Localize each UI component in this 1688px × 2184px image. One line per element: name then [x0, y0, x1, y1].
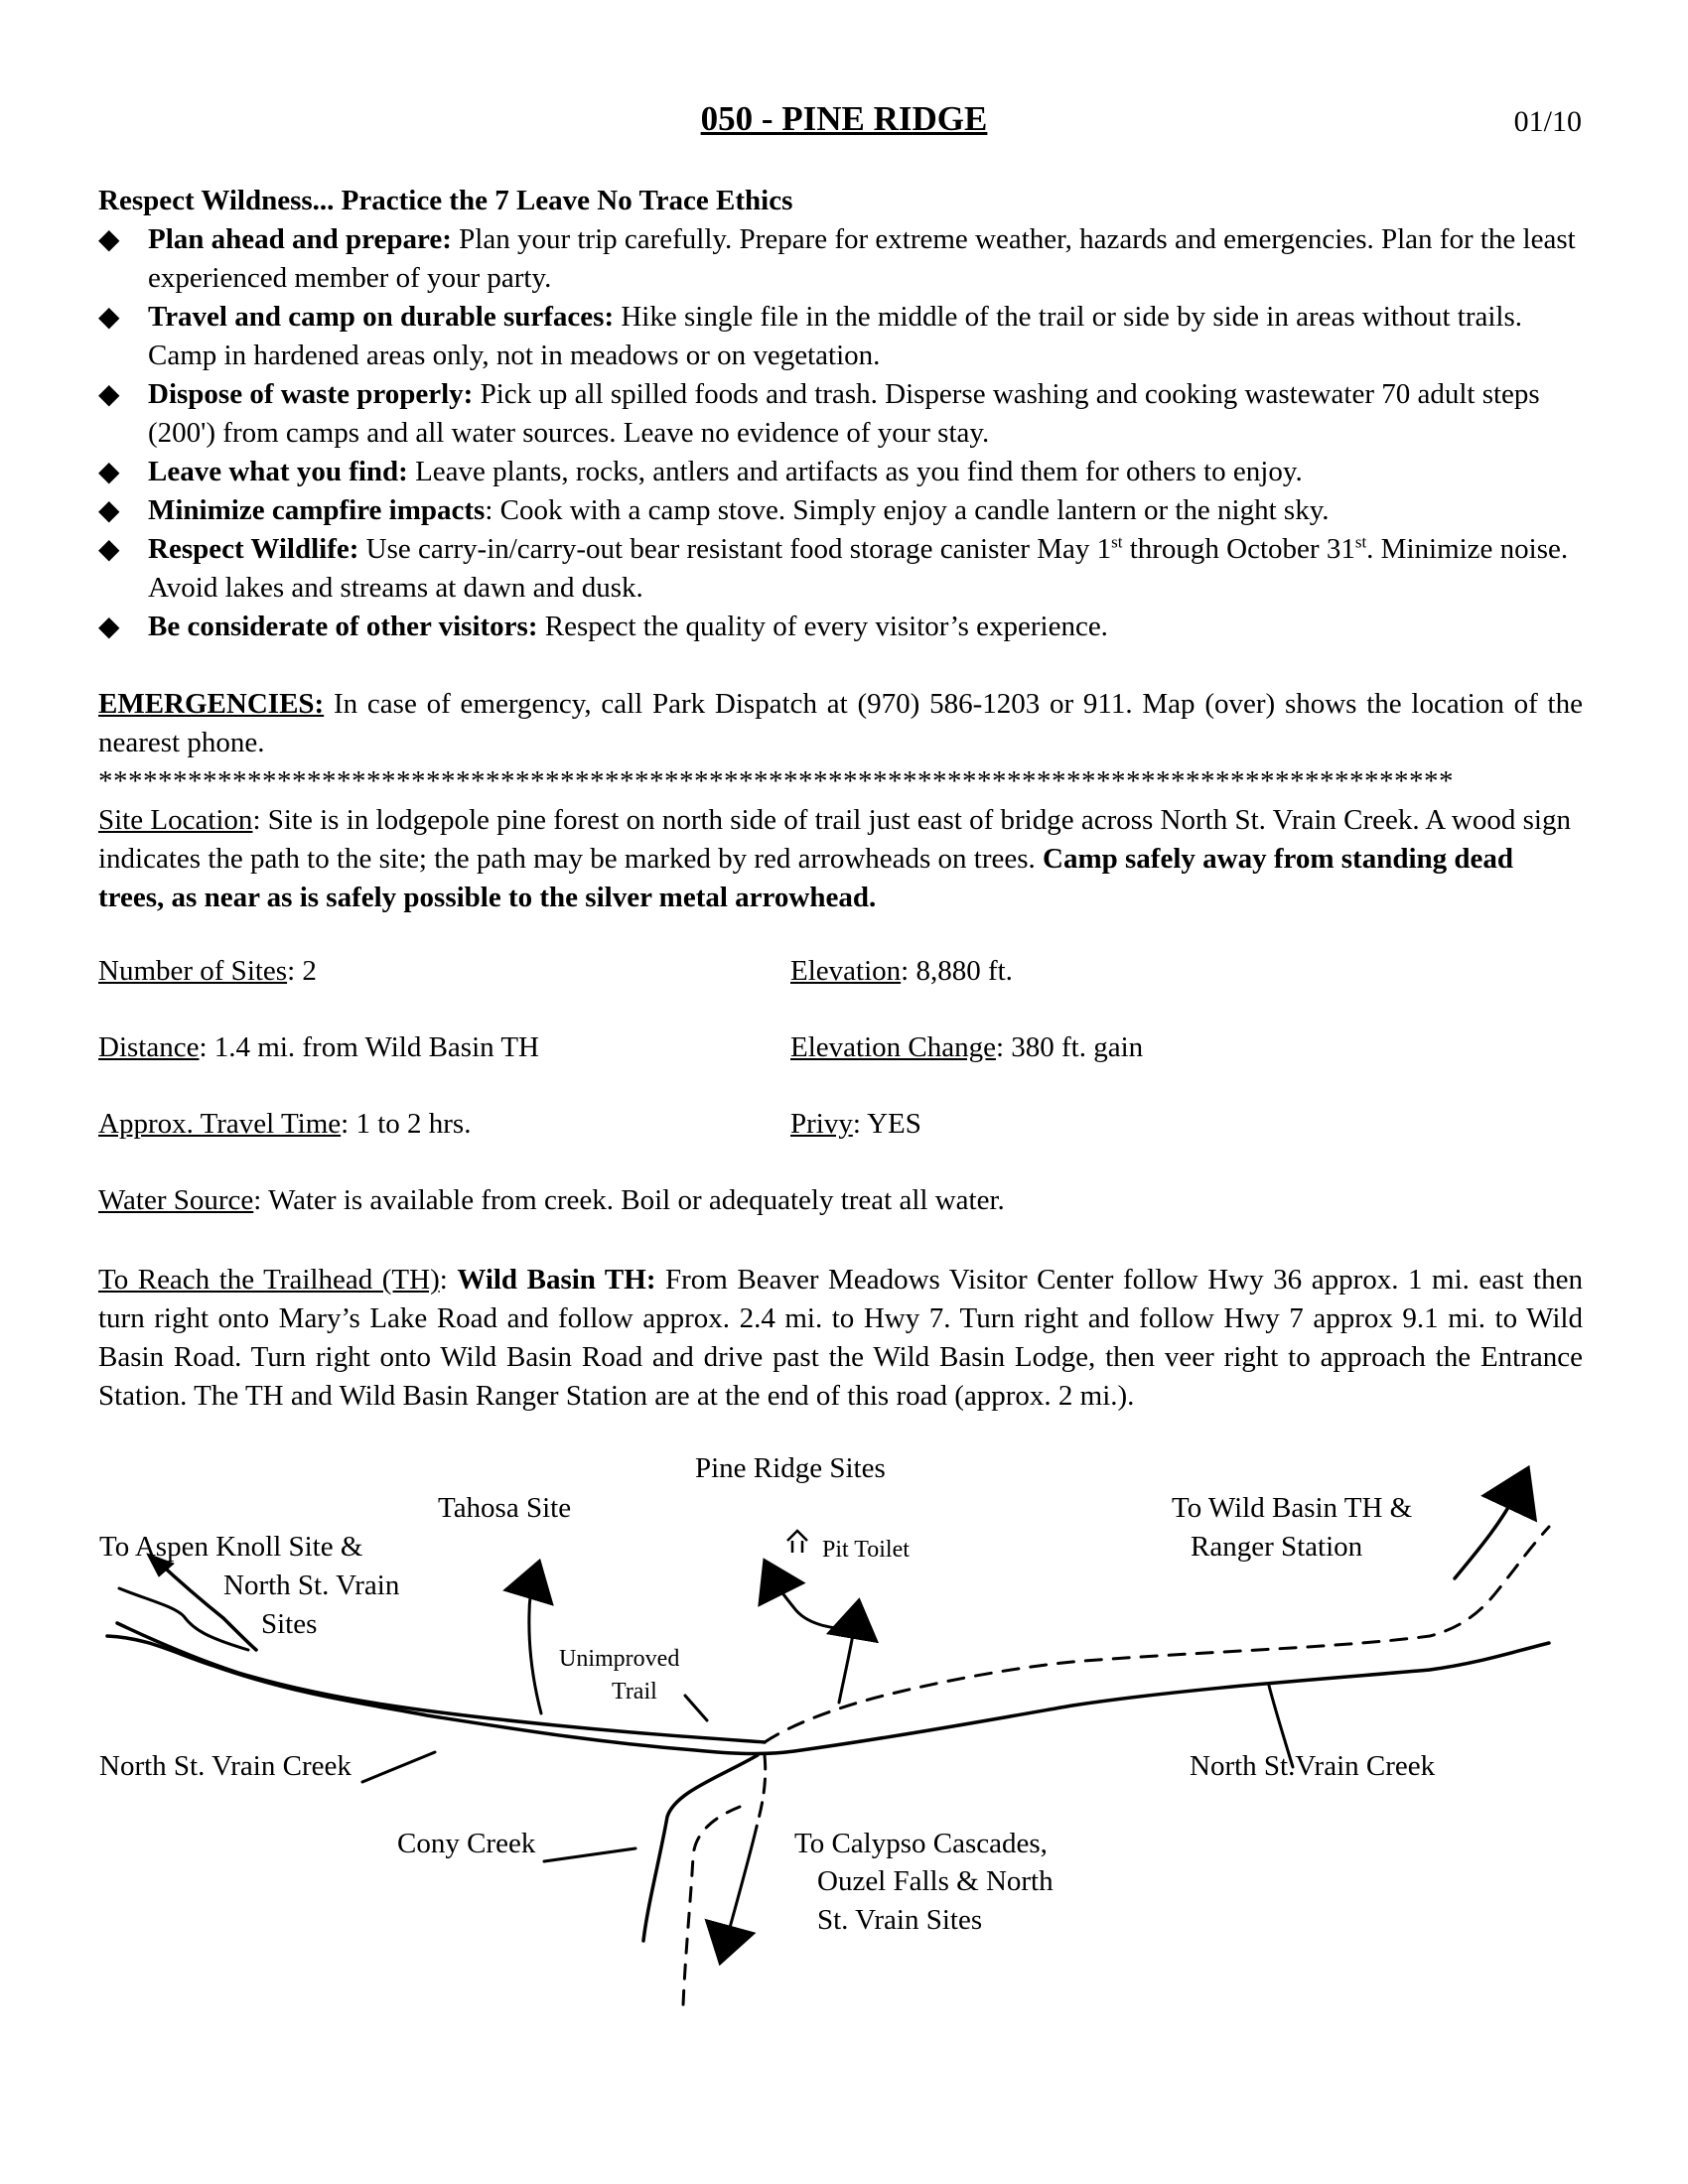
water-source-text: : Water is available from creek. Boil or adequately treat all water. — [253, 1184, 1005, 1216]
label-to-aspen-3: Sites — [261, 1608, 318, 1640]
lnt-item-title: Respect Wildlife: — [148, 533, 359, 565]
label-pine-ridge-sites: Pine Ridge Sites — [695, 1452, 886, 1484]
ordinal-suffix: st — [1354, 532, 1367, 552]
trailhead-label: To Reach the Trailhead (TH) — [98, 1264, 440, 1296]
lnt-item-text: : Cook with a camp stove. Simply enjoy a candle lantern or the night sky. — [485, 494, 1330, 526]
site-location-section — [98, 801, 1583, 917]
lnt-item-title: Be considerate of other visitors: — [148, 611, 538, 642]
diamond-bullet-icon: ◆ — [98, 534, 120, 565]
cony-creek — [643, 1755, 758, 1941]
elevation-change-label: Elevation Change — [790, 1031, 996, 1063]
label-cony-creek: Cony Creek — [397, 1828, 536, 1859]
emergencies-section — [98, 685, 1583, 801]
label-unimproved: Unimproved — [559, 1646, 680, 1672]
distance-label: Distance — [98, 1031, 200, 1063]
distance-value: : 1.4 mi. from Wild Basin TH — [199, 1031, 540, 1063]
label-tahosa-site: Tahosa Site — [438, 1492, 572, 1524]
trail-spur-west — [773, 1576, 852, 1630]
diamond-bullet-icon: ◆ — [98, 379, 120, 410]
lnt-heading: Respect Wildness... Practice the 7 Leave No Trace Ethics — [98, 185, 793, 216]
site-location-text: : Site is in lodgepole pine forest on north side of trail just east of bridge across North St. Vrain Creek. A wood sign indicates the path to the site; the path may be marked by red arrowheads on trees. — [98, 804, 1571, 875]
label-to-aspen-1: To Aspen Knoll Site & — [99, 1531, 363, 1563]
travel-time-label: Approx. Travel Time — [98, 1108, 342, 1140]
lnt-item-text: . Minimize noise. Avoid lakes and streams at dawn and dusk. — [148, 533, 1569, 604]
sites-label: Number of Sites — [98, 955, 288, 987]
to-wild-basin-arrow — [1455, 1487, 1519, 1578]
lnt-item — [98, 220, 1583, 298]
lnt-item — [98, 491, 1583, 530]
label-to-wild-basin-2: Ranger Station — [1191, 1531, 1363, 1563]
privy-value: : YES — [852, 1108, 921, 1140]
elevation-label: Elevation — [790, 955, 902, 987]
lnt-item-text: Leave plants, rocks, antlers and artifacts as you find them for others to enjoy. — [407, 456, 1303, 487]
trail-to-calypso-arrow — [725, 1827, 757, 1946]
lnt-item-title: Travel and camp on durable surfaces: — [148, 301, 615, 333]
lnt-item-text: Use carry-in/carry-out bear resistant food storage canister May 1 — [358, 533, 1112, 565]
creek-left-pointer — [362, 1752, 435, 1782]
revision-date: 01/10 — [1513, 105, 1582, 138]
page-title: 050 - PINE RIDGE — [700, 99, 988, 138]
elevation-change-value: : 380 ft. gain — [995, 1031, 1144, 1063]
lnt-item — [98, 608, 1583, 646]
travel-time-value: : 1 to 2 hrs. — [341, 1108, 472, 1140]
emergencies-text: In case of emergency, call Park Dispatch at (970) 586-1203 or 911. Map (over) shows the location of the nearest phone. — [98, 688, 1583, 758]
unimproved-trail-pointer — [685, 1696, 707, 1720]
lnt-list — [98, 220, 1583, 646]
lnt-item-text: Pick up all spilled foods and trash. Disperse washing and cooking wastewater 70 adult steps (200') from camps and all water sources. Leave no evidence of your stay. — [148, 378, 1540, 449]
sites-value: : 2 — [287, 955, 317, 987]
lnt-item-title: Plan ahead and prepare: — [148, 223, 452, 255]
diamond-bullet-icon: ◆ — [98, 612, 120, 642]
label-to-calypso-1: To Calypso Cascades, — [794, 1828, 1048, 1859]
label-creek-left: North St. Vrain Creek — [99, 1750, 352, 1782]
label-to-aspen-2: North St. Vrain — [223, 1570, 400, 1601]
cony-creek-pointer — [544, 1848, 635, 1861]
emergencies-label: EMERGENCIES: — [98, 688, 325, 720]
label-pit-toilet: Pit Toilet — [822, 1537, 910, 1563]
lnt-section — [98, 182, 1583, 646]
trail-to-tahosa — [529, 1578, 541, 1713]
trailhead-name: Wild Basin TH: — [457, 1264, 656, 1296]
lnt-item-text: through October 31 — [1122, 533, 1355, 565]
pit-toilet-icon — [787, 1531, 807, 1553]
ordinal-suffix: st — [1111, 532, 1123, 552]
lnt-item — [98, 298, 1583, 375]
diamond-bullet-icon: ◆ — [98, 302, 120, 333]
lnt-item-text: Plan your trip carefully. Prepare for extreme weather, hazards and emergencies. Plan for the least experienced member of your party. — [148, 223, 1576, 294]
trailhead-directions: From Beaver Meadows Visitor Center follow Hwy 36 approx. 1 mi. east then turn right onto Mary’s Lake Road and follow approx. 2.4 mi. to Hwy 7. Turn right and follow Hwy 7 approx 9.1 mi. to Wild Basin Road. Turn right onto Wild Basin Road and drive past the Wild Basin Lodge, then veer right to approach the Entrance Station. The TH and Wild Basin Ranger Station are at the end of this road (approx. 2 mi.). — [98, 1264, 1583, 1412]
label-trail: Trail — [612, 1679, 657, 1705]
trail-to-calypso — [757, 1755, 766, 1827]
label-to-wild-basin-1: To Wild Basin TH & — [1172, 1492, 1413, 1524]
trail-south-dashed — [683, 1807, 740, 2005]
diamond-bullet-icon: ◆ — [98, 457, 120, 487]
label-creek-right: North St.Vrain Creek — [1190, 1750, 1436, 1782]
lnt-item — [98, 453, 1583, 491]
lnt-item — [98, 530, 1583, 608]
lnt-item-title: Dispose of waste properly: — [148, 378, 474, 410]
label-to-calypso-2: Ouzel Falls & North — [817, 1865, 1054, 1897]
elevation-value: : 8,880 ft. — [901, 955, 1013, 987]
lnt-item-text: Respect the quality of every visitor’s experience. — [537, 611, 1108, 642]
lnt-item-title: Minimize campfire impacts — [148, 494, 486, 526]
trailhead-section — [98, 1261, 1583, 1416]
label-to-calypso-3: St. Vrain Sites — [817, 1904, 983, 1936]
water-source-label: Water Source — [98, 1184, 254, 1216]
diamond-bullet-icon: ◆ — [98, 495, 120, 526]
trailhead-sep: : — [439, 1264, 458, 1296]
separator-stars: ******************************************************************************************* — [98, 765, 1454, 797]
trail-map — [0, 1439, 1688, 2035]
lnt-item-title: Leave what you find: — [148, 456, 408, 487]
diamond-bullet-icon: ◆ — [98, 224, 120, 255]
creek-north-bank — [117, 1623, 765, 1742]
privy-label: Privy — [790, 1108, 853, 1140]
lnt-item — [98, 375, 1583, 453]
site-location-label: Site Location — [98, 804, 253, 836]
site-location-warning: Camp safely away from standing dead trees, as near as is safely possible to the silver metal arrowhead. — [98, 843, 1514, 913]
lnt-item-text: Hike single file in the middle of the trail or side by side in areas without trails. Camp in hardened areas only, not in meadows or on vegetation. — [148, 301, 1523, 371]
creek-south-bank — [107, 1636, 1549, 1754]
